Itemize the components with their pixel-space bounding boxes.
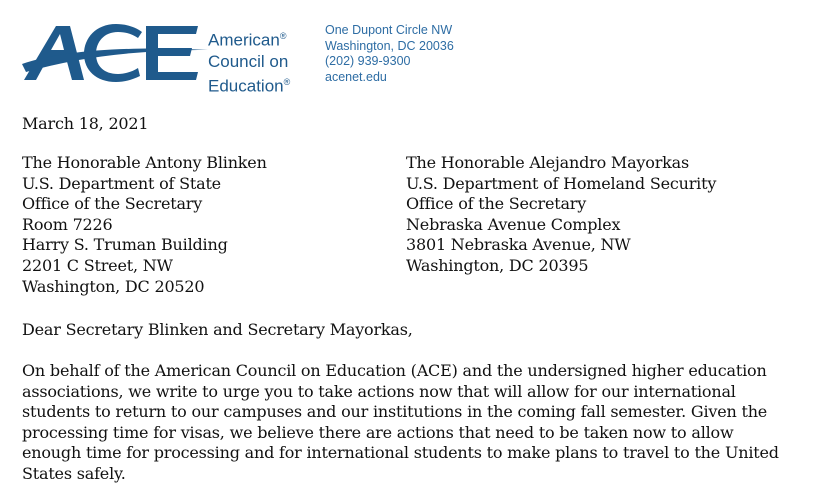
address-line: One Dupont Circle NW bbox=[325, 23, 453, 37]
recipient-line: Office of the Secretary bbox=[22, 194, 203, 214]
address-line: Washington, DC 20036 bbox=[325, 38, 454, 53]
recipient-line: Washington, DC 20395 bbox=[406, 255, 589, 275]
recipient-line: 3801 Nebraska Avenue, NW bbox=[406, 235, 631, 255]
recipient-line: Washington, DC 20520 bbox=[22, 276, 205, 296]
recipient-line: Harry S. Truman Building bbox=[22, 235, 228, 255]
phone-number: (202) 939-9300 bbox=[325, 54, 411, 68]
recipient-line: Nebraska Avenue Complex bbox=[406, 214, 621, 234]
ace-logo-mark bbox=[22, 20, 208, 86]
body-line: On behalf of the American Council on Education (ACE) and the undersigned higher education bbox=[22, 361, 767, 380]
recipient-line: 2201 C Street, NW bbox=[22, 255, 173, 275]
recipient-line: U.S. Department of State bbox=[22, 173, 221, 193]
recipient-block-state bbox=[22, 153, 267, 297]
recipient-line: The Honorable Alejandro Mayorkas bbox=[406, 153, 689, 172]
recipient-line: Office of the Secretary bbox=[406, 194, 587, 214]
logo-name-line-3: Education® bbox=[208, 76, 291, 96]
body-line: associations, we write to urge you to take actions now that will allow for our international bbox=[22, 381, 736, 401]
logo-name-line-2: Council on bbox=[208, 51, 289, 71]
body-line: processing time for visas, we believe there are actions that need to be taken now to allow bbox=[22, 422, 734, 442]
letter-date: March 18, 2021 bbox=[22, 114, 149, 133]
body-paragraph bbox=[22, 361, 812, 485]
website-link[interactable]: acenet.edu bbox=[325, 69, 387, 84]
logo-name-line-1: American® bbox=[208, 30, 287, 50]
body-line: students to return to our campuses and our institutions in the coming fall semester. Given the bbox=[22, 402, 768, 422]
recipient-line: The Honorable Antony Blinken bbox=[22, 153, 267, 172]
body-line: States safely. bbox=[22, 463, 126, 483]
ace-logo bbox=[22, 20, 292, 96]
recipient-block-homeland-security bbox=[406, 153, 716, 277]
recipient-line: U.S. Department of Homeland Security bbox=[406, 173, 717, 193]
recipient-line: Room 7226 bbox=[22, 214, 113, 234]
logo-name bbox=[208, 26, 290, 96]
body-line: enough time for processing and for international students to make plans to travel to the United bbox=[22, 443, 779, 463]
sender-address bbox=[325, 23, 454, 85]
salutation: Dear Secretary Blinken and Secretary Mayorkas, bbox=[22, 320, 413, 339]
